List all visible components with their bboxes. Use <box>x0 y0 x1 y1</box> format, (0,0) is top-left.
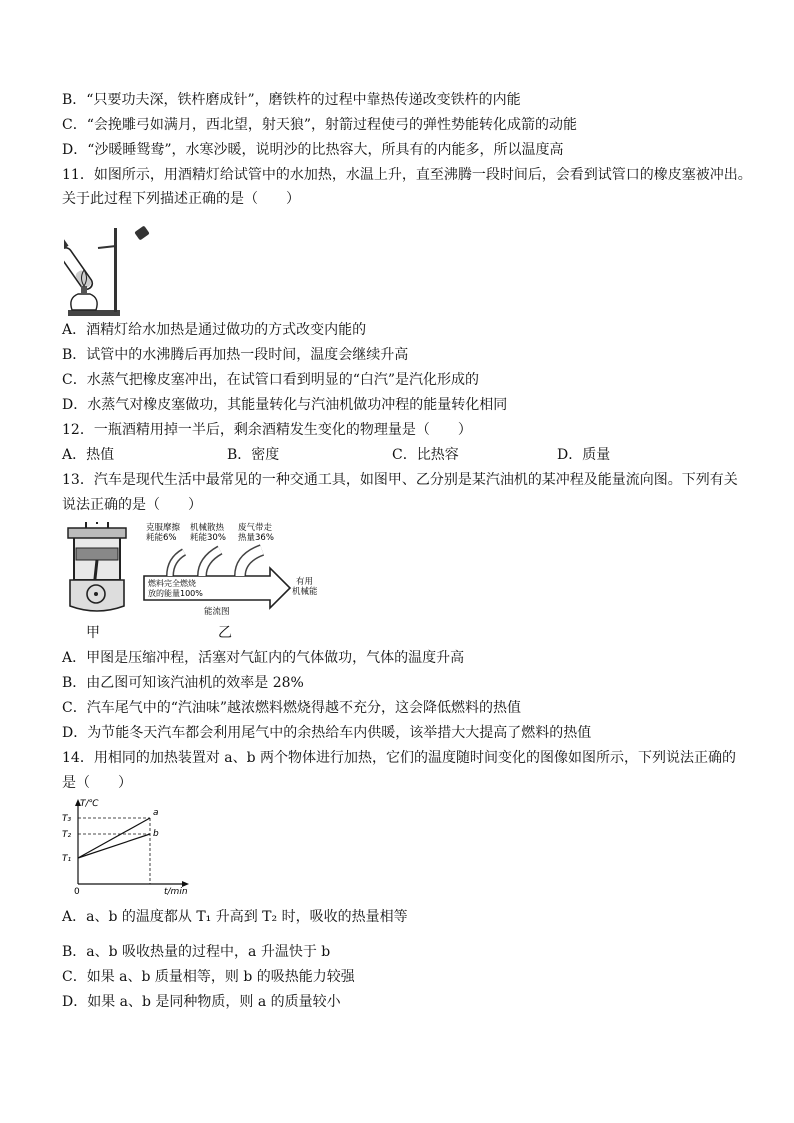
graph-t2-label: T₂ <box>62 830 72 840</box>
q13-option-d: D．为节能冬天汽车都会利用尾气中的余热给车内供暖，该举措大大提高了燃料的热值 <box>62 725 592 741</box>
graph-b-label: b <box>153 829 159 839</box>
q13-figure-yi-caption: 乙 <box>218 625 232 641</box>
q10-option-c: C．“会挽雕弓如满月，西北望，射天狼”，射箭过程使弓的弹性势能转化成箭的动能 <box>62 117 578 133</box>
graph-t1-label: T₁ <box>62 854 72 864</box>
q14-option-c: C．如果 a、b 质量相等，则 b 的吸热能力较强 <box>62 969 355 985</box>
energy-diagram-title: 能流图 <box>204 607 230 616</box>
q13-option-c: C．汽车尾气中的“汽油味”越浓燃料燃烧得越不充分，这会降低燃料的热值 <box>62 700 522 716</box>
graph-y-label: T/℃ <box>80 799 99 809</box>
q13-stem-line2: 说法正确的是（ ） <box>62 497 202 513</box>
q11-stem-line2: 关于此过程下列描述正确的是（ ） <box>62 191 300 207</box>
q11-option-c: C．水蒸气把橡皮塞冲出，在试管口看到明显的“白汽”是汽化形成的 <box>62 372 480 388</box>
graph-origin-label: 0 <box>74 887 80 896</box>
energy-exhaust-label: 废气带走 <box>238 523 273 533</box>
graph-a-label: a <box>153 808 159 818</box>
energy-exhaust-value: 热量36% <box>238 533 274 543</box>
q12-option-b: B．密度 <box>227 447 280 463</box>
energy-radiation-value: 耗能30% <box>190 533 226 543</box>
q14-option-b: B．a、b 吸收热量的过程中，a 升温快于 b <box>62 944 331 960</box>
q11-option-b: B．试管中的水沸腾后再加热一段时间，温度会继续升高 <box>62 347 409 363</box>
q11-option-d: D．水蒸气对橡皮塞做功，其能量转化与汽油机做功冲程的能量转化相同 <box>62 397 508 413</box>
q14-temperature-graph <box>60 796 195 896</box>
q13-energy-flow-diagram <box>140 520 330 616</box>
q13-engine-figure <box>64 522 134 614</box>
q12-option-a: A．热值 <box>62 447 115 463</box>
energy-friction-value: 耗能6% <box>146 533 177 543</box>
energy-radiation-label: 机械散热 <box>190 523 225 533</box>
q11-stem-line1: 11．如图所示，用酒精灯给试管中的水加热，水温上升，直至沸腾一段时间后，会看到试管口的橡皮塞被冲出。 <box>62 167 752 183</box>
q14-option-a: A．a、b 的温度都从 T₁ 升高到 T₂ 时，吸收的热量相等 <box>62 909 408 925</box>
q12-option-c: C．比热容 <box>392 447 459 463</box>
energy-output-label: 有用 <box>296 577 314 587</box>
q13-stem-line1: 13．汽车是现代生活中最常见的一种交通工具，如图甲、乙分别是某汽油机的某冲程及能量流向图。下列有关 <box>62 472 738 488</box>
graph-x-label: t/min <box>164 887 188 896</box>
q10-option-b: B．“只要功夫深，铁杵磨成针”，磨铁杵的过程中靠热传递改变铁杵的内能 <box>62 92 521 108</box>
q12-option-d: D．质量 <box>557 447 611 463</box>
q11-option-a: A．酒精灯给水加热是通过做功的方式改变内能的 <box>62 322 367 338</box>
graph-t3-label: T₃ <box>62 814 72 824</box>
energy-input-value: 放的能量100% <box>148 589 203 598</box>
q12-stem: 12．一瓶酒精用掉一半后，剩余酒精发生变化的物理量是（ ） <box>62 422 472 438</box>
q14-stem-line1: 14．用相同的加热装置对 a、b 两个物体进行加热，它们的温度随时间变化的图像如图所示，下列说法正确的 <box>62 750 737 766</box>
q13-option-a: A．甲图是压缩冲程，活塞对气缸内的气体做功，气体的温度升高 <box>62 650 465 666</box>
q10-option-d: D．“沙暖睡鸳鸯”，水寒沙暖，说明沙的比热容大，所具有的内能多，所以温度高 <box>62 142 564 158</box>
q13-option-b: B．由乙图可知该汽油机的效率是 28% <box>62 675 304 691</box>
energy-input-label: 燃料完全燃烧 <box>148 579 196 588</box>
q14-stem-line2: 是（ ） <box>62 775 132 791</box>
energy-friction-label: 克服摩擦 <box>146 523 181 533</box>
q11-apparatus-figure <box>64 222 159 320</box>
q13-figure-jia-caption: 甲 <box>86 625 100 641</box>
q14-option-d: D．如果 a、b 是同种物质，则 a 的质量较小 <box>62 994 341 1010</box>
q12-options <box>62 446 722 464</box>
energy-output-value: 机械能 <box>292 587 318 597</box>
